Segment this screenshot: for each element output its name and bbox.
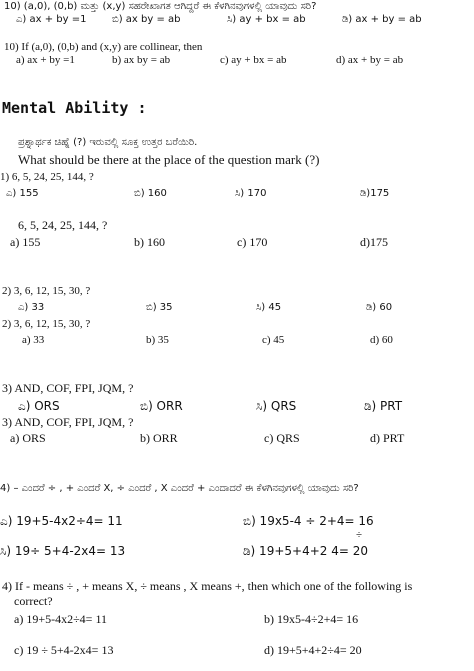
q1-en-option-c: c) 170 bbox=[237, 235, 268, 249]
q2-en-option-c: c) 45 bbox=[262, 334, 285, 346]
q10-en-option-d: d) ax + by = ab bbox=[336, 54, 404, 66]
q4-en-option-b: b) 19x5-4÷2+4= 16 bbox=[264, 612, 359, 626]
q4-en-question-cont: correct? bbox=[14, 594, 53, 608]
q2-kn-option-a: ಎ) 33 bbox=[18, 302, 45, 313]
q10-en-option-a: a) ax + by =1 bbox=[16, 54, 75, 66]
q4-en-option-c: c) 19 ÷ 5+4-2x4= 13 bbox=[14, 643, 114, 657]
q1-en-question: 6, 5, 24, 25, 144, ? bbox=[18, 218, 108, 232]
section-instruction-en: What should be there at the place of the question mark (?) bbox=[18, 152, 320, 167]
section-instruction-kn: ಪ್ರಶ್ನಾರ್ಥಕ ಚಿಹ್ನೆ (?) ಇರುವಲ್ಲಿ ಸೂಕ್ತ ಉತ್ತರ ಬರೆಯಿರಿ. bbox=[18, 137, 198, 148]
q2-kn-option-d: ಡಿ) 60 bbox=[366, 302, 393, 313]
q3-en-option-a: a) ORS bbox=[10, 431, 46, 445]
q3-en-option-c: c) QRS bbox=[264, 431, 300, 445]
q10-en-option-c: c) ay + bx = ab bbox=[220, 54, 287, 66]
section-heading: Mental Ability : bbox=[2, 99, 147, 117]
q10-en-question: 10) If (a,0), (0,b) and (x,y) are collinear, then bbox=[4, 41, 203, 53]
q4-kn-option-b: ಬಿ) 19x5-4 ÷ 2+4= 16 bbox=[243, 514, 374, 528]
q2-en-question: 2) 3, 6, 12, 15, 30, ? bbox=[2, 318, 91, 330]
q3-kn-option-b: ಬಿ) ORR bbox=[140, 399, 183, 413]
q1-kn-option-b: ಬಿ) 160 bbox=[134, 188, 167, 199]
q3-kn-option-c: ಸಿ) QRS bbox=[256, 399, 297, 413]
q4-en-option-d: d) 19+5+4+2÷4= 20 bbox=[264, 643, 362, 657]
q3-kn-question: 3) AND, COF, FPI, JQM, ? bbox=[2, 381, 134, 395]
q4-en-option-a: a) 19+5-4x2÷4= 11 bbox=[14, 612, 107, 626]
q3-kn-option-a: ಎ) ORS bbox=[18, 399, 60, 413]
q2-en-option-b: b) 35 bbox=[146, 334, 169, 346]
q1-kn-option-a: ಎ) 155 bbox=[6, 188, 39, 199]
q3-en-question: 3) AND, COF, FPI, JQM, ? bbox=[2, 415, 134, 429]
q10-kn-question: 10) (a,0), (0,b) ಮತ್ತು (x,y) ಸಹರೇಖಾಗತ ಆಗಿದ್ದರೆ ಈ ಕೆಳಗಿನವುಗಳಲ್ಲಿ ಯಾವುದು ಸರಿ? bbox=[4, 1, 317, 12]
q4-kn-option-d: ಡಿ) 19+5+4+2 4= 20 bbox=[243, 544, 368, 558]
q1-kn-option-d: ಡಿ)175 bbox=[360, 188, 390, 199]
q2-kn-option-b: ಬಿ) 35 bbox=[146, 302, 173, 313]
q1-en-option-a: a) 155 bbox=[10, 235, 41, 249]
q10-kn-option-c: ಸಿ) ay + bx = ab bbox=[227, 14, 306, 25]
q4-kn-option-c: ಸಿ) 19÷ 5+4-2x4= 13 bbox=[0, 544, 126, 558]
q2-kn-question: 2) 3, 6, 12, 15, 30, ? bbox=[2, 285, 91, 297]
q3-kn-option-d: ಡಿ) PRT bbox=[364, 399, 403, 413]
q4-kn-option-b-divide-mark: ÷ bbox=[356, 529, 363, 541]
q1-en-option-d: d)175 bbox=[360, 235, 388, 249]
q2-en-option-a: a) 33 bbox=[22, 334, 45, 346]
q4-en-question: 4) If - means ÷ , + means X, ÷ means , X means +, then which one of the following is bbox=[2, 579, 413, 593]
q10-kn-option-b: ಬಿ) ax by = ab bbox=[112, 14, 181, 25]
q10-kn-option-a: ಎ) ax + by =1 bbox=[16, 14, 87, 25]
q3-en-option-d: d) PRT bbox=[370, 431, 405, 445]
q3-en-option-b: b) ORR bbox=[140, 431, 178, 445]
q1-kn-option-c: ಸಿ) 170 bbox=[235, 188, 267, 199]
q1-en-option-b: b) 160 bbox=[134, 235, 165, 249]
q2-en-option-d: d) 60 bbox=[370, 334, 393, 346]
q10-kn-option-d: ಡಿ) ax + by = ab bbox=[342, 14, 422, 25]
q2-kn-option-c: ಸಿ) 45 bbox=[256, 302, 282, 313]
q10-en-option-b: b) ax by = ab bbox=[112, 54, 171, 66]
q1-kn-question: 1) 6, 5, 24, 25, 144, ? bbox=[0, 171, 94, 183]
q4-kn-question: 4) – ಎಂದರೆ ÷ , + ಎಂದರೆ X, ÷ ಎಂದರೆ , X ಎಂದರೆ + ಎಂದಾದರೆ ಈ ಕೆಳಗಿನವುಗಳಲ್ಲಿ ಯಾವುದು ಸರಿ? bbox=[0, 483, 359, 494]
q4-kn-option-a: ಎ) 19+5-4x2÷4= 11 bbox=[0, 514, 123, 528]
